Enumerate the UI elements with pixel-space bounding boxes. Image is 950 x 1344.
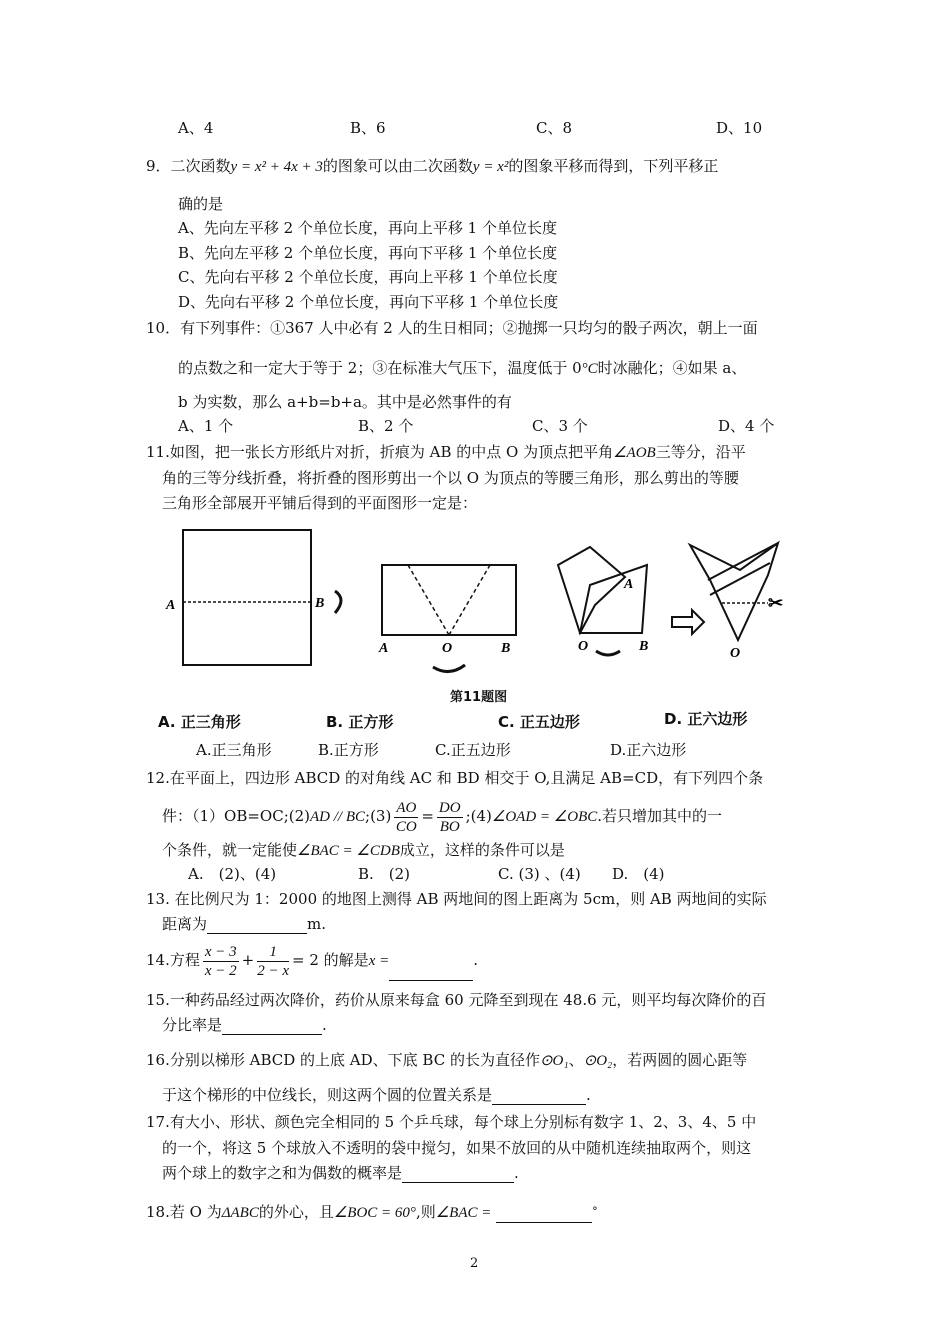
q10-line2a: 的点数之和一定大于等于 2；③在标准大气压下，温度低于 0 (178, 359, 582, 377)
q14-line (146, 940, 478, 981)
q17-line3 (162, 1163, 519, 1183)
q12-c-pre: 件：（1）OB=OC;(2) (162, 807, 311, 825)
q11-line1b: 三等分，沿平 (655, 443, 746, 461)
q16-line1a: 16.分别以梯形 ABCD 的上底 AD、下底 BC 的长为直径作 (146, 1051, 540, 1069)
q18-pre: 18.若 O 为 (146, 1203, 222, 1221)
q9-option-a: A、先向左平移 2 个单位长度，再向上平移 1 个单位长度 (178, 219, 557, 237)
q12-c4: ∠OAD = ∠OBC (491, 809, 598, 825)
q12-option-b: B. (2) (358, 865, 411, 883)
q17-line2: 的一个，将这 5 个球放入不透明的袋中搅匀，如果不放回的从中随机连续抽取两个，则这 (162, 1139, 752, 1157)
q17-line3b: . (514, 1164, 519, 1182)
q12-c2: AD // BC (310, 809, 366, 825)
q9-option-c: C、先向右平移 2 个单位长度，再向上平移 1 个单位长度 (178, 268, 558, 286)
fig-arrow-1 (335, 591, 341, 613)
q18-line (146, 1202, 598, 1223)
fig-rect-2 (382, 565, 516, 635)
q10-degree: °C (581, 361, 598, 377)
fig-dash-2a (408, 565, 449, 635)
q18-deg: ° (592, 1205, 598, 1218)
q9-post: 的图象平移而得到，下列平移正 (508, 157, 719, 175)
fig-label-b3: B (639, 639, 649, 654)
q13-line2a: 距离为 (162, 915, 208, 933)
q12-frac-2 (437, 799, 463, 836)
fig-label-b2: B (501, 641, 511, 656)
q14-eq: = 2 (292, 951, 319, 969)
q14-end: . (473, 951, 478, 969)
q16-answer-blank[interactable] (492, 1088, 586, 1105)
q12-c3pre: ;(3) (365, 807, 392, 825)
q11-fig-option-a: A. 正三角形 (158, 713, 241, 731)
q14-answer-blank[interactable] (389, 964, 473, 981)
q12-option-d: D. (4) (612, 865, 665, 883)
q11-option-b: B.正方形 (318, 741, 379, 759)
page-number: 2 (470, 1256, 479, 1271)
q9-pre: 9．二次函数 (146, 157, 231, 175)
q9-stem (146, 156, 718, 177)
q14-post: 的解是 (323, 951, 369, 969)
q14-f1-num: x − 3 (204, 943, 237, 960)
fig-label-a2: A (379, 641, 389, 656)
q11-option-a: A.正三角形 (196, 741, 272, 759)
q12-conditions (162, 796, 722, 837)
q9-mid: 的图象可以由二次函数 (322, 157, 473, 175)
q13-line2b: m. (307, 915, 327, 933)
q14-pre: 14.方程 (146, 951, 200, 969)
q8-option-a: A、4 (178, 119, 214, 137)
q10-option-b: B、2 个 (358, 417, 414, 435)
q11-option-c: C.正五边形 (435, 741, 511, 759)
fig-fold-4 (690, 543, 778, 640)
q12-line1: 12.在平面上，四边形 ABCD 的对角线 AC 和 BD 相交于 O,且满足 AB=CD，有下列四个条 (146, 769, 764, 787)
q10-option-c: C、3 个 (532, 417, 588, 435)
q16-line2a: 于这个梯形的中位线长，则这两个圆的位置关系是 (162, 1086, 493, 1104)
q12-c4pre: ;(4) (465, 807, 492, 825)
q17-line1: 17.有大小、形状、颜色完全相同的 5 个乒乓球，每个球上分别标有数字 1、2、3、4、5 中 (146, 1113, 757, 1131)
q15-answer-blank[interactable] (222, 1018, 322, 1035)
q12-eq: = (421, 807, 434, 825)
q11-angle: ∠AOB (613, 445, 656, 461)
q11-figure-caption: 第11题图 (450, 690, 508, 705)
q8-option-b: B、6 (350, 119, 386, 137)
q12-frac1-den: CO (395, 818, 417, 835)
q12-line3 (162, 840, 565, 861)
q12-line3b: 成立，这样的条件可以是 (399, 841, 565, 859)
q8-option-c: C、8 (536, 119, 573, 137)
fig-label-o4: O (730, 646, 741, 661)
q12-frac2-den: BO (439, 818, 460, 835)
q11-fig-option-d: D. 正六边形 (664, 710, 748, 728)
q15-line2b: . (322, 1016, 327, 1034)
q12-line3a: 个条件，就一定能使 (162, 841, 298, 859)
q11-figure (150, 525, 810, 685)
q10-line3: b 为实数，那么 a+b=b+a。其中是必然事件的有 (178, 393, 512, 411)
q17-answer-blank[interactable] (402, 1166, 514, 1183)
q12-frac-1 (394, 799, 418, 836)
fig-label-b1: B (315, 596, 325, 611)
q16-circle-o1: ⊙O₁ (539, 1053, 569, 1069)
q14-frac-2 (257, 943, 289, 980)
q11-line1a: 11.如图，把一张长方形纸片对折，折痕为 AB 的中点 O 为顶点把平角 (146, 443, 614, 461)
q15-line1: 15.一种药品经过两次降价，药价从原来每盒 60 元降至到现在 48.6 元，则平均每次降价的百 (146, 991, 767, 1009)
q10-line2b: 时冰融化；④如果 a、 (597, 359, 747, 377)
q11-fig-option-b: B. 正方形 (326, 713, 394, 731)
q9-formula-1: y = x² + 4x + 3 (230, 159, 323, 175)
q14-f2-den: 2 − x (257, 962, 289, 979)
q11-fig-option-c: C. 正五边形 (498, 713, 580, 731)
q15-line2 (162, 1015, 327, 1035)
q11-line1 (146, 442, 746, 463)
q11-line2: 角的三等分线折叠，将折叠的图形剪出一个以 O 为顶点的等腰三角形，那么剪出的等腰 (162, 469, 739, 487)
q11-line3: 三角形全部展开平铺后得到的平面图形一定是： (162, 494, 478, 512)
q11-option-d: D.正六边形 (610, 741, 687, 759)
q17-line3a: 两个球上的数字之和为偶数的概率是 (162, 1164, 403, 1182)
fig-label-a3: A (624, 577, 634, 592)
q9-line2: 确的是 (178, 195, 224, 213)
fig-dash-2b (449, 565, 490, 635)
q18-mid: 的外心，且 (258, 1203, 334, 1221)
fig-label-o3: O (578, 639, 589, 654)
fig-label-a1: A (166, 598, 176, 613)
q18-then: ,则 (415, 1203, 436, 1221)
q12-frac2-num: DO (438, 799, 461, 816)
q10-line1: 10．有下列事件：①367 人中必有 2 人的生日相同；②抛掷一只均匀的骰子两次，朝上一面 (146, 319, 758, 337)
q14-frac-1 (203, 943, 239, 980)
fig-arrow-3 (596, 651, 620, 655)
q14-f2-num: 1 (257, 943, 289, 962)
q9-option-b: B、先向左平移 2 个单位长度，再向下平移 1 个单位长度 (178, 244, 558, 262)
q16-line1 (146, 1050, 747, 1071)
q14-x: x = (368, 953, 390, 969)
q13-line1: 13. 在比例尺为 1：2000 的地图上测得 AB 两地间的图上距离为 5cm，则 AB 两地间的实际 (146, 890, 767, 908)
q10-option-a: A、1 个 (178, 417, 234, 435)
q9-option-d: D、先向右平移 2 个单位长度，再向下平移 1 个单位长度 (178, 293, 559, 311)
q12-c-post: .若只增加其中的一 (597, 807, 723, 825)
q13-answer-blank[interactable] (207, 917, 307, 934)
fig-label-o2: O (442, 641, 453, 656)
fig-rect-1 (183, 530, 311, 665)
fig-arrow-2 (433, 665, 465, 672)
q10-option-d: D、4 个 (718, 417, 775, 435)
q18-condition: ∠BOC = 60° (333, 1205, 416, 1221)
q13-line2 (162, 914, 326, 934)
q16-line1b: ，若两圆的圆心距等 (612, 1051, 748, 1069)
q18-answer-blank[interactable] (496, 1206, 592, 1223)
q12-frac1-num: AO (396, 799, 417, 816)
q15-line2a: 分比率是 (162, 1016, 223, 1034)
fig-big-arrow (672, 610, 704, 634)
fig-fold-3b (580, 565, 647, 633)
q18-answer-label: ∠BAC = (435, 1205, 492, 1221)
q16-line2 (162, 1085, 591, 1105)
q16-sep: 、 (568, 1051, 584, 1069)
q16-line2b: . (586, 1086, 591, 1104)
q18-triangle: ΔABC (221, 1205, 259, 1221)
scissors-icon: ✂ (768, 593, 784, 613)
q16-circle-o2: ⊙O₂ (583, 1053, 613, 1069)
fig-fold-3 (558, 547, 625, 633)
q12-option-a: A. (2)、(4) (188, 865, 277, 883)
q14-plus: + (241, 951, 255, 969)
q8-option-d: D、10 (716, 119, 763, 137)
q12-option-c: C. (3) 、(4) (498, 865, 581, 883)
q9-formula-2: y = x² (472, 159, 509, 175)
q14-f1-den: x − 2 (204, 962, 237, 979)
q12-line3m: ∠BAC = ∠CDB (297, 843, 400, 859)
q10-line2 (178, 358, 746, 379)
